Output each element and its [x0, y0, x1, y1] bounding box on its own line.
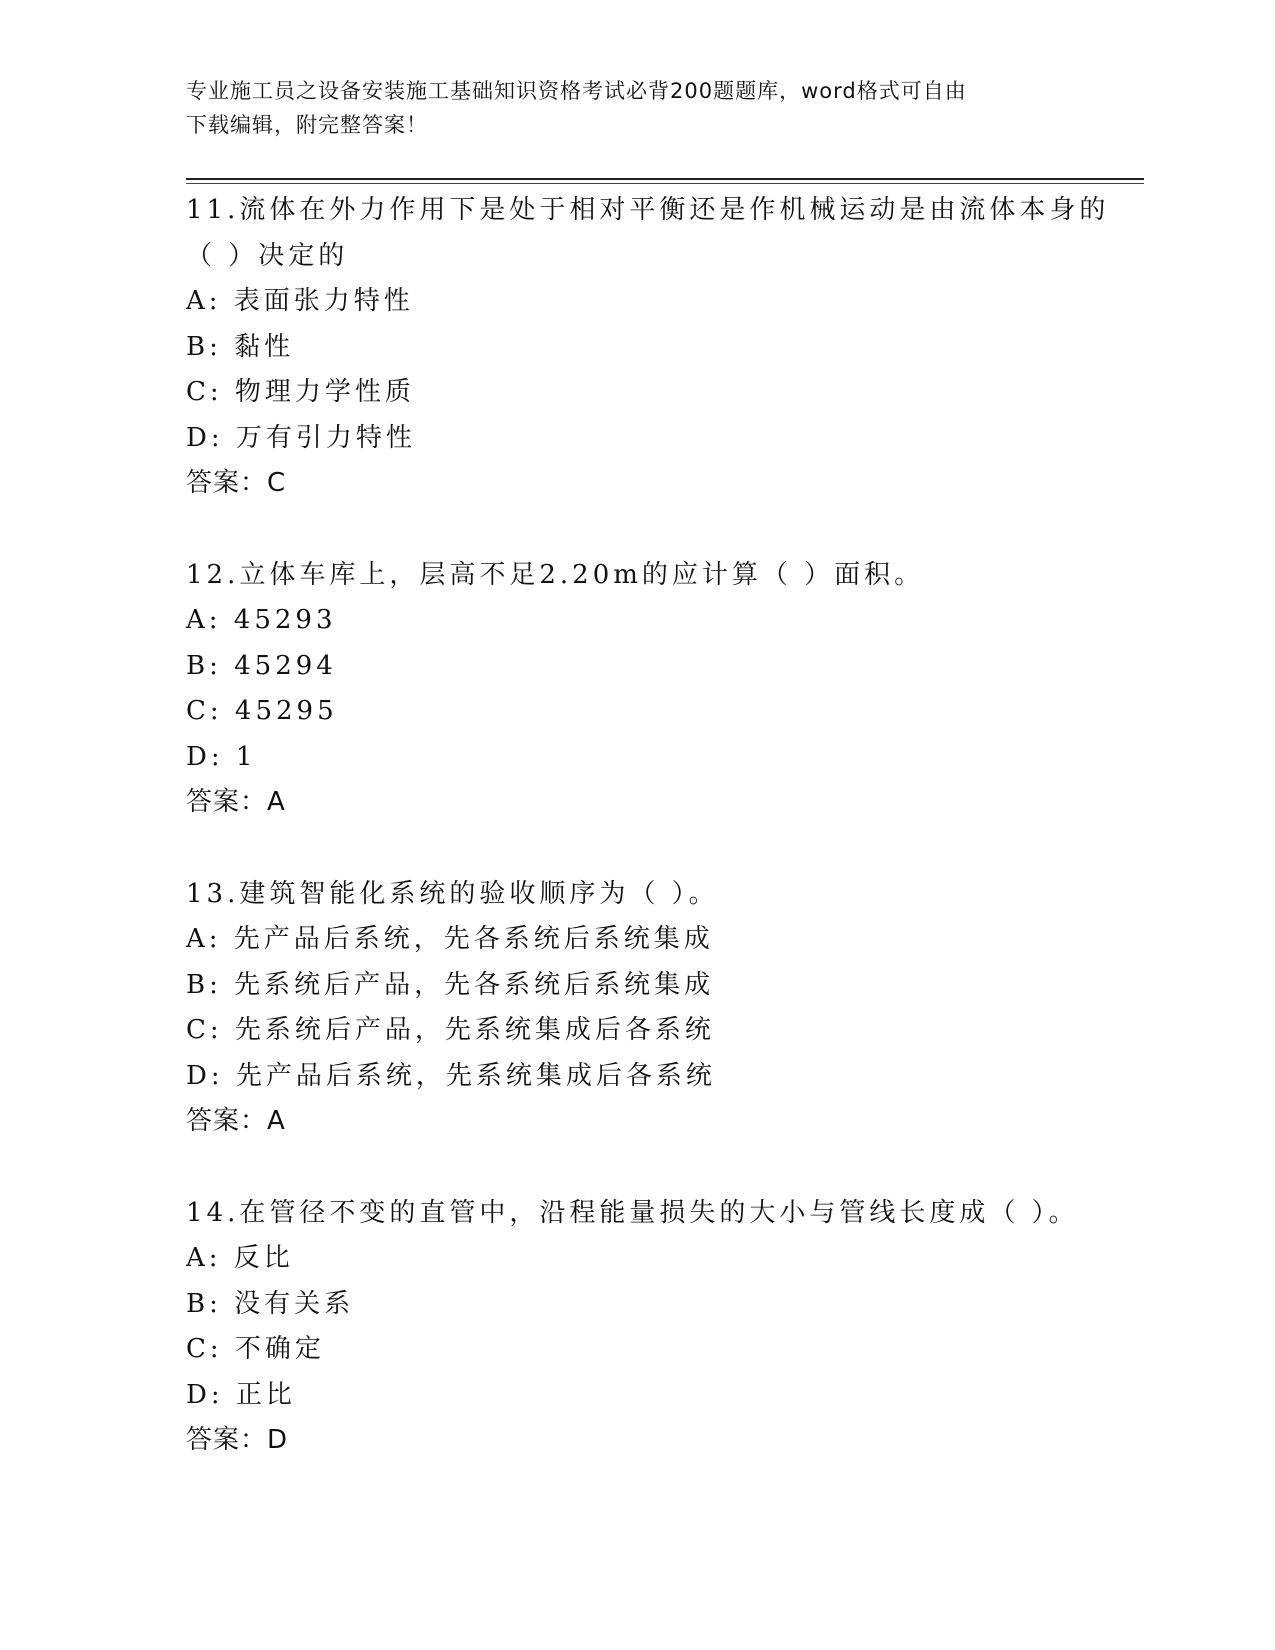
option-b: B: 45294 [186, 650, 337, 681]
option-c: C: 先系统后产品，先系统集成后各系统 [186, 1015, 715, 1045]
option-b: B: 黏性 [186, 331, 295, 362]
option-a: A: 反比 [186, 1243, 294, 1273]
header-divider-thick [186, 178, 1144, 180]
question-stem: 13.建筑智能化系统的验收顺序为（ ）。 [186, 878, 719, 909]
option-c: C: 45295 [186, 696, 338, 726]
option-a: A: 先产品后系统，先各系统后系统集成 [186, 924, 714, 954]
question-list [186, 188, 1146, 1510]
option-b: B: 没有关系 [186, 1288, 355, 1319]
question-12 [186, 553, 1146, 826]
header-divider-thin [186, 183, 1144, 184]
option-c: C: 物理力学性质 [186, 377, 415, 407]
header-line-2: 下载编辑，附完整答案！ [186, 113, 428, 137]
answer-key: 答案：A [186, 1106, 286, 1136]
option-a: A: 表面张力特性 [186, 286, 414, 316]
option-b: B: 先系统后产品，先各系统后系统集成 [186, 969, 715, 1000]
question-13 [186, 872, 1146, 1145]
header-line-1: 专业施工员之设备安装施工基础知识资格考试必背200题题库，word格式可自由 [186, 79, 967, 103]
question-stem-continued: （ ）决定的 [186, 240, 349, 271]
option-d: D: 正比 [186, 1379, 296, 1410]
answer-key: 答案：C [186, 468, 287, 498]
question-14 [186, 1191, 1146, 1464]
option-d: D: 1 [186, 741, 257, 772]
option-d: D: 先产品后系统，先系统集成后各系统 [186, 1060, 716, 1091]
question-stem: 12.立体车库上，层高不足2.20m的应计算（ ）面积。 [186, 559, 925, 590]
question-stem: 11.流体在外力作用下是处于相对平衡还是作机械运动是由流体本身的 [186, 195, 1110, 225]
question-stem: 14.在管径不变的直管中，沿程能量损失的大小与管线长度成（ ）。 [186, 1197, 1079, 1228]
answer-key: 答案：D [186, 1425, 289, 1455]
document-header [186, 74, 1086, 142]
option-c: C: 不确定 [186, 1334, 325, 1364]
option-a: A: 45293 [186, 605, 337, 635]
option-d: D: 万有引力特性 [186, 422, 416, 453]
question-11 [186, 188, 1146, 507]
answer-key: 答案：A [186, 787, 286, 817]
